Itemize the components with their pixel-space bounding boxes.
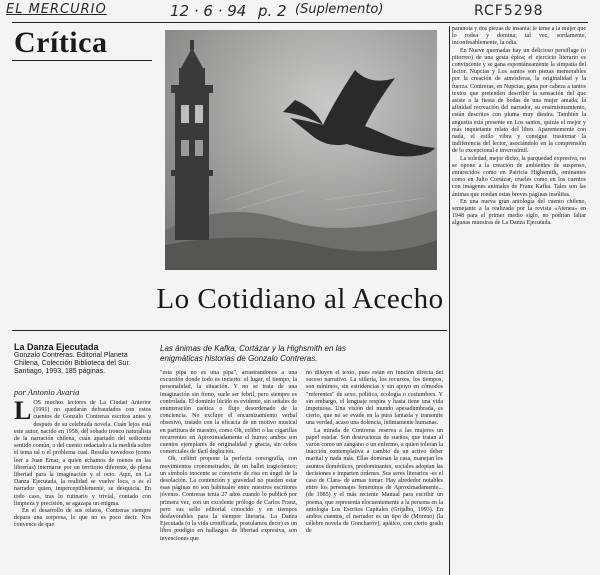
paragraph: "esta pipa no es una pipa", arrastrándonos a una excursión donde todo es incierto: el lugar, el tiempo, la personalidad, la situación. Y no se trata de una imaginación sin freno, suele ser febril, pero siempre es controlada. El dominio lúcido es evidente, sin señales de enumeración caótica o flujo desordenado de la conciencia. No excluye el encarnizamiento verbal obsesivo, tratado con la eficacia de un motivo musical en partitura de maestro, como Oh, celibri o las cigarillas recurrentes en Aproximadamente el humo; ambos son cuentos ejemplares de originalidad y gracia, sin cebos comerciales de fácil deglución.: [160, 370, 297, 456]
byline: por Antonio Avaria: [14, 387, 80, 397]
handwritten-date: 12 · 6 · 94: [170, 2, 247, 20]
headline: Lo Cotidiano al Acecho: [156, 283, 444, 315]
article-column-1: [14, 400, 151, 575]
column-divider: [449, 26, 450, 575]
book-title: La Danza Ejecutada: [14, 342, 99, 352]
section-title: Crítica: [14, 26, 108, 59]
drop-cap: L: [14, 400, 32, 425]
article-column-2: [160, 370, 297, 575]
handwritten-supplement: (Suplemento): [295, 2, 384, 17]
article-column-4: [452, 26, 586, 575]
paragraph: paranoia y dos piezas de insania; le teme a la mujer que lo rodea y domina; tal vez, sordamente, inconfesablemente, la odia.: [452, 26, 586, 47]
deck: Las ánimas de Kafka, Cortázar y la Highsmith en las enigmáticas historias de Gonzalo Contreras.: [160, 344, 346, 363]
paragraph: En Nueve quemadas hay un delicioso persiflage (o pitorreo) de una gesta épica; el ejercicio literario es convincente y se gana espontáneamente la simpatía del lector. Nupcias y Los santos son piezas memorables por la creación de atmósferas, la originalidad y la fuerza. Contreras, en Nupcias, gana por cabeza a tantos textos que pretenden describir la sensación del que asiste a la fiesta de bodas de una mujer amada; la afinidad recreación del narrador, su ensimismamiento, están descritos con pluma muy diestra. También la angustia está presente en Los santos, quizás el mejor y más inquietante relato del libro. Aparentemente con nada, el estilo vibra y consigue trastornar la indiferencia del lector, asociándolo en la comprensión de lo excepcional e inverosimil.: [452, 47, 586, 155]
archive-code: RCF5298: [474, 3, 544, 19]
section-rule: [12, 60, 152, 61]
paragraph: no diluyen el texto, pues están en función directa del suceso narrativo. La utilería, los recursos, los tiempos, son mínimos, sin estridencias y sin apoyo en cómodos "referentes" de sexo, política, ecología o costumbres. Y sin embargo, el lenguaje respira y hasta tiene una vida impetuosa. Una visión del mundo apesadumbrada, es cierto, que no se evade en la pura fantasía y transmite una verdad, acaso una dolencia, íntimamente humanas.: [306, 370, 443, 427]
illustration-svg: [165, 30, 437, 270]
article-column-3: [306, 370, 443, 575]
paragraph: En una nueva gran antología del cuento chileno, semejante a la realizada por la revista «Atenea» en 1948 para el primer medio siglo, no podrían faltar algunas muestras de La Danza Ejecutada.: [452, 198, 586, 227]
illustration: [165, 30, 437, 270]
headline-rule: [12, 330, 447, 331]
top-rule: [12, 22, 588, 23]
paragraph: En el desarrollo de sus relatos, Contreras siempre depara una sorpresa, lo que no es poco decir. Nos convence de que: [14, 508, 151, 529]
paragraph: La mirada de Contreras reserva a las mujeres un papel estelar. Son destructoras de sueños, que tratan al varón como un zángano o un enfermo, a quien toleran la inacción contemplativa a cambio de un activo deber marital y nada más. Ellas dominan la casa, manejan los asuntos domésticos, predominantes, sociales adoptan las decisiones e imparten órdenes. Sus seres literarios -es el caso de Clara- de armas tomar. Hay alrededor notables entre los personajes femeninos de Aproximadamente... (de 1985) y el más reciente Manual para escribir un poema, que representa elocuentemente a la persona en la antología Los Escritos Capitales (Grijalbo, 1993). En ambos cuentos, el narrador es un tipo de (Moreno) (la célebre novela de Goncharóv), apático, con cierto grado de: [306, 427, 443, 535]
handwritten-newspaper-name: EL MERCURIO: [6, 2, 107, 17]
paragraph: OS muchos lectores de La Ciudad Anterior (1991) no quedarán defraudados con estos cuentos de Gonzalo Contreras escritos antes y después de su celebrada novela. Cuán lejos está este autor, nacido en 1958, del sobado tronco naturalista de la narración chilena, cuán apartado del sedicente sentido común, o del cuento redactado a la medida sobre el tema tal o el problema cual. Resulta novedoso (como leer a Juan Emar, a quien echamos de menos en las librerías) internarse por un territorio diferente, de plena libertad para la imaginación y el ocio. Aquí, en La Danza Ejecutada, la realidad se vuelve loca, o es el narrador quien, imperceptiblemente, se desquicia. En todo caso, tras lo rutinario y trivial, contado con limpieza y precisión, se agazapa un enigma.: [14, 400, 151, 507]
paragraph: La soledad, mejor dicho, la parquedad expresiva, no se opone a la creación de ambientes de suspenso, enrarecidos como en Patricia Highsmith, ominantes como en Julio Cortázar, crueles como en los cuentos con imágenes animales de Franz Kafka. Tales son las ánimas que rondan estas breves páginas insólitas.: [452, 155, 586, 198]
book-info: Gonzalo Contreras. Editorial Planeta Chilena, Colección Biblioteca del Sur. Santiago, 1993, 185 páginas.: [14, 352, 131, 375]
paragraph: Oh, celibri propone la perfecta coreografía, con movimientos cronometrados, de un ballet tragicómico; un símbolo inocente se convierte de risa en ángel de la desolación. La contención y gravedad no pueden estar esas páginas no son habituales entre nuestros escritores jóvenes. Contreras tenia 27 años cuando lo publicó por primera vez, con un excelente prólogo de Carlos Franz, pero sus sello editorial conocido y en tiempos desfavorables para la siempre literaria. La Danza Ejecutada (o la vida cronificada, postulamos decir) es un libro prodigio en hallazgos de libertad expresiva, son invenciones que: [160, 456, 297, 542]
handwritten-page: p. 2: [258, 2, 287, 20]
book-details: [14, 342, 149, 376]
